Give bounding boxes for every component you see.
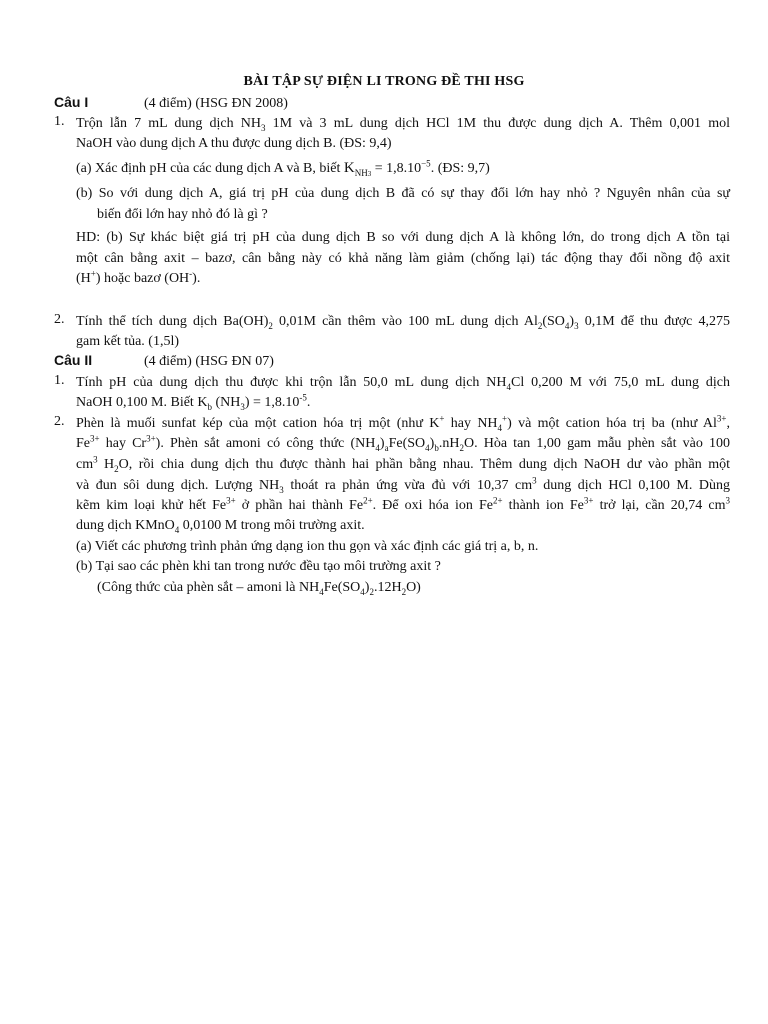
q2-item-2-line-3: $cm^3$ $H_2O$, rồi chia dung dịch thu được thành hai phần bằng nhau. Thêm dung dịch NaOH dư vào phần một xyxy=(76,454,730,474)
question-2-header xyxy=(54,352,274,370)
page-title: BÀI TẬP SỰ ĐIỆN LI TRONG ĐỀ THI HSG xyxy=(243,74,525,89)
q1-item-2-line-2: gam kết tủa. (1,5l) xyxy=(76,334,180,349)
q2-item-1-line-1: Tính pH của dung dịch thu được khi trộn lẫn 50,0 mL dung dịch $NH_4Cl$ 0,200 M với 75,0 mL dung dịch xyxy=(76,375,731,392)
q2-item-2-line-6: dung dịch KMnO$_4$ 0,0100 M trong môi trường axit. xyxy=(76,518,365,535)
q1-item-1-line-2: NaOH vào dung dịch A thu được dung dịch B. (ĐS: 9,4) xyxy=(76,136,392,151)
question-1-header xyxy=(54,94,288,112)
q1-hint-line-2: một cân bằng axit – bazơ, cân bằng này có khả năng làm giảm (chống lại) tác động thay đổi nồng độ axit xyxy=(76,251,730,266)
q1-item-2-line-1: Tính thể tích dung dịch $Ba(OH)_2$ 0,01M cần thêm vào 100 mL dung dịch $Al_2(SO_4)_3$ 0,1M để thu được 4,275 xyxy=(76,314,730,331)
q2-item-2-line-5: kẽm kim loại khử hết $Fe^{3+}$ ở phần hai thành $Fe^{2+}$. Để oxi hóa ion $Fe^{2+}$ thành ion $Fe^{3+}$ trở lại, cần 20,74 $cm^3$ xyxy=(76,495,731,513)
q2-item-2-line-1: Phèn là muối sunfat kép của một cation hóa trị một (như K+ hay $NH_4^+$) và một cation hóa trị ba (như $Al^{3+}$, xyxy=(76,413,730,433)
q2-item-1-number: 1. xyxy=(54,373,65,388)
question-2-info: (4 điểm) (HSG ĐN 07) xyxy=(144,354,274,369)
question-2-label: Câu II xyxy=(54,352,93,368)
q2-item-2-part-a: (a) Viết các phương trình phản ứng dạng ion thu gọn và xác định các giá trị a, b, n. xyxy=(76,539,539,554)
q1-hint-line-3: (H+) hoặc bazơ (OH-). xyxy=(76,268,201,286)
q2-item-2-note: (Công thức của phèn sắt – amoni là $NH_4Fe(SO_4)_2.12H_2O$) xyxy=(97,580,421,597)
q1-item-1-part-a: (a) Xác định pH của các dung dịch A và B, biết $K_{NH3} = 1,8.10^{-5}$. (ĐS: 9,7) xyxy=(76,158,490,178)
q1-item-1-part-b-line-1: (b) So với dung dịch A, giá trị pH của dung dịch B đã có sự thay đổi lớn hay nhỏ ? Nguyên nhân của sự xyxy=(76,186,730,201)
question-1-label: Câu I xyxy=(54,94,89,110)
q2-item-2-line-4: và đun sôi dung dịch. Lượng $NH_3$ thoát ra phản ứng vừa đủ với 10,37 $cm^3$ dung dịch HCl 0,100 M. Dùng xyxy=(76,475,731,495)
q2-item-1-line-2: NaOH 0,100 M. Biết $K_b$ $(NH_3) = 1,8.10^{-5}$. xyxy=(76,392,311,412)
q1-item-1-part-b-line-2: biến đổi lớn hay nhỏ đó là gì ? xyxy=(97,207,268,222)
q1-item-2-number: 2. xyxy=(54,312,65,327)
q1-item-1-line-1: Trộn lẫn 7 mL dung dịch $NH_3$ 1M và 3 mL dung dịch HCl 1M thu được dung dịch A. Thêm 0,001 mol xyxy=(76,116,730,133)
q1-hint-line-1: HD: (b) Sự khác biệt giá trị pH của dung dịch B so với dung dịch A là không lớn, do trong dịch A tồn tại xyxy=(76,230,730,245)
q1-item-1-number: 1. xyxy=(54,114,65,129)
q2-item-2-part-b: (b) Tại sao các phèn khi tan trong nước đều tạo môi trường axit ? xyxy=(76,559,441,574)
q2-item-2-number: 2. xyxy=(54,414,65,429)
q2-item-2-line-2: $Fe^{3+}$ hay $Cr^{3+}$). Phèn sắt amoni có công thức $(NH_4)_aFe(SO_4)_b.nH_2O$. Hòa tan 1,00 gam mẫu phèn sắt vào 100 xyxy=(76,433,730,453)
question-1-info: (4 điểm) (HSG ĐN 2008) xyxy=(144,96,288,111)
